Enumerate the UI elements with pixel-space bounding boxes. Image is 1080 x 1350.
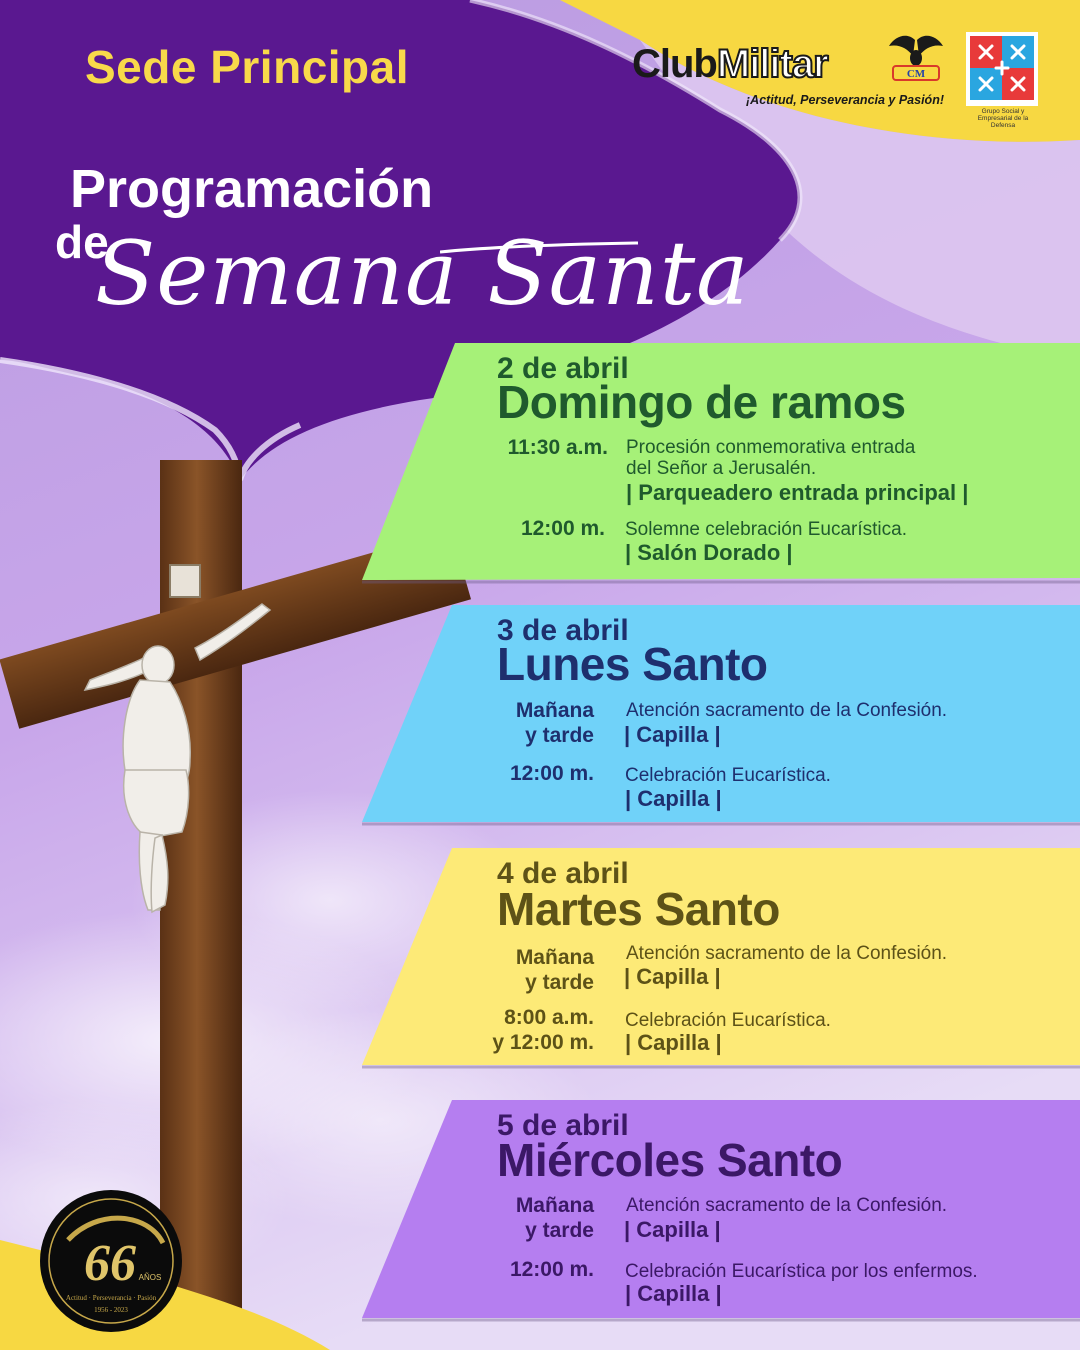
anniversary-years: 1956 - 2023	[94, 1306, 128, 1314]
day-name: Martes Santo	[497, 883, 780, 935]
brand-badge: CM	[906, 68, 926, 80]
event-time: 11:30 a.m.	[507, 436, 608, 459]
eagle-emblem-icon	[885, 32, 945, 84]
event-time: 12:00 m.	[509, 1258, 594, 1281]
event-place: | Capilla |	[625, 1030, 722, 1055]
event-time: 12:00 m.	[520, 517, 605, 540]
event-description: Celebración Eucarística.	[625, 765, 831, 786]
event-place: | Capilla |	[624, 722, 721, 747]
title-de: de	[55, 216, 109, 268]
venue-label: Sede Principal	[85, 41, 410, 93]
event-place: | Capilla |	[624, 964, 721, 989]
day-name: Miércoles Santo	[497, 1134, 843, 1186]
day-date: 2 de abril	[497, 352, 629, 385]
title-line2: Semana Santa	[95, 222, 750, 325]
grupo-social-logo-icon	[966, 32, 1038, 106]
event-place: | Salón Dorado |	[625, 540, 793, 565]
event-time: Mañana y tarde	[515, 946, 594, 994]
event-place: | Parqueadero entrada principal |	[626, 480, 969, 505]
event-description: Atención sacramento de la Confesión.	[626, 1195, 948, 1216]
event-description: Procesión conmemorativa entrada del Señor a Jerusalén.	[626, 437, 916, 479]
club-militar-logo	[632, 42, 828, 87]
group-name: Grupo Social y Empresarial de la Defensa	[977, 108, 1029, 129]
day-name: Domingo de ramos	[497, 376, 906, 428]
event-place: | Capilla |	[624, 1217, 721, 1242]
anniversary-label: AÑOS	[138, 1273, 162, 1282]
title-line1: Programación	[70, 159, 434, 219]
day-date: 4 de abril	[497, 857, 629, 890]
event-time: 12:00 m.	[509, 762, 594, 785]
event-description: Celebración Eucarística.	[625, 1010, 831, 1031]
day-date: 5 de abril	[497, 1109, 629, 1142]
anniversary-number: 66	[84, 1235, 136, 1292]
event-description: Celebración Eucarística por los enfermos.	[625, 1261, 978, 1282]
event-description: Solemne celebración Eucarística.	[625, 519, 907, 540]
title-underline-swash	[440, 238, 640, 258]
event-time: Mañana y tarde	[515, 699, 594, 747]
brand-motto: ¡Actitud, Perseverancia y Pasión!	[746, 93, 944, 107]
event-time: Mañana y tarde	[515, 1194, 594, 1242]
event-description: Atención sacramento de la Confesión.	[626, 943, 948, 964]
day-name: Lunes Santo	[497, 638, 768, 690]
day-date: 3 de abril	[497, 614, 629, 647]
anniversary-ring-text: Actitud · Perseverancia · Pasión	[65, 1294, 157, 1302]
event-description: Atención sacramento de la Confesión.	[626, 700, 948, 721]
event-place: | Capilla |	[625, 786, 722, 811]
anniversary-66-badge	[38, 1188, 184, 1334]
event-time: 8:00 a.m. y 12:00 m.	[492, 1006, 594, 1054]
brand-part2: Militar	[716, 42, 828, 86]
brand-part1: Club	[632, 42, 717, 86]
event-place: | Capilla |	[625, 1281, 722, 1306]
